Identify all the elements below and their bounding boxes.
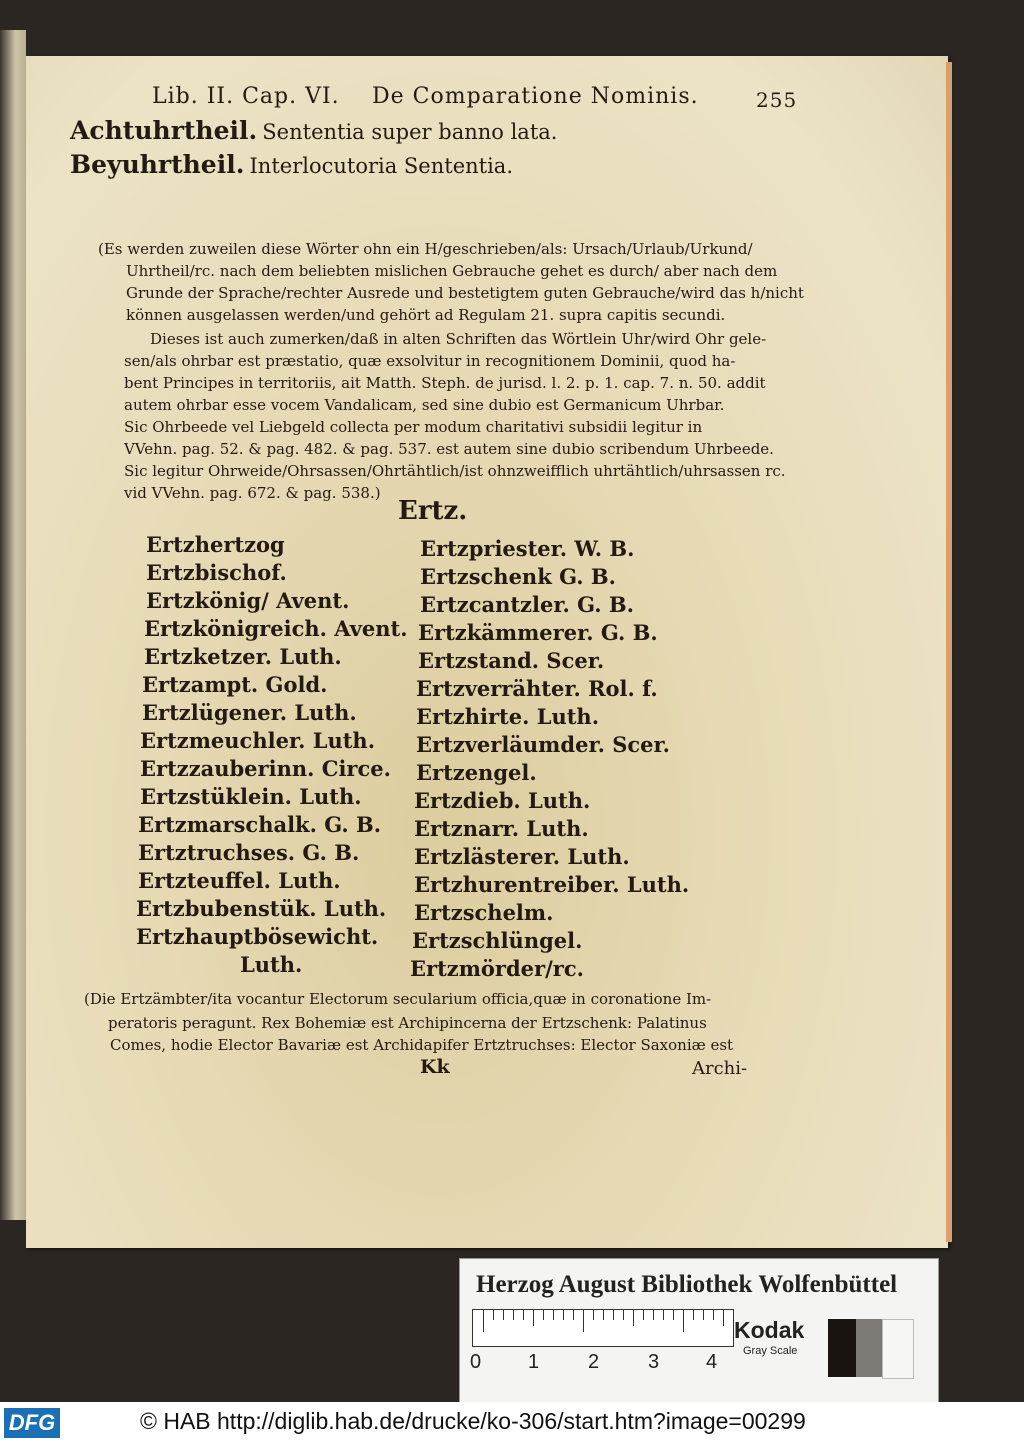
list-item: Ertzcantzler. G. B. — [420, 592, 634, 617]
list-item: Ertzschelm. — [414, 900, 554, 925]
list-item: Ertzschenk G. B. — [420, 564, 616, 589]
list-item: Ertzhauptbösewicht. — [136, 924, 379, 949]
entry-term: Achtuhrtheil. — [70, 116, 258, 145]
scale-number: 2 — [588, 1351, 600, 1373]
text-line: Comes, hodie Elector Bavariæ est Archidapifer Ertztruchses: Elector Saxoniæ est — [110, 1036, 734, 1054]
list-item: Ertzmeuchler. Luth. — [140, 728, 376, 753]
list-item: Luth. — [240, 952, 303, 977]
list-item: Ertzkönig/ Avent. — [146, 588, 350, 613]
list-item: Ertzstüklein. Luth. — [140, 784, 362, 809]
text-line: peratoris peragunt. Rex Bohemiæ est Archipincerna der Ertzschenk: Palatinus — [108, 1014, 707, 1032]
list-item: Ertzhertzog — [146, 532, 285, 557]
list-item: Ertzkämmerer. G. B. — [418, 620, 658, 645]
text-line: Grunde der Sprache/rechter Ausrede und bestetigtem guten Gebrauche/wird das h/nicht — [126, 284, 804, 302]
text-line: vid VVehn. pag. 672. & pag. 538.) — [124, 484, 381, 502]
list-item: Ertzdieb. Luth. — [414, 788, 591, 813]
scale-number: 1 — [528, 1351, 540, 1373]
list-item: Ertzverrähter. Rol. f. — [416, 676, 658, 701]
list-item: Ertzbischof. — [146, 560, 287, 585]
header-chapter: Lib. II. Cap. VI. — [152, 84, 340, 109]
list-item: Ertzpriester. W. B. — [420, 536, 635, 561]
library-label — [459, 1258, 939, 1404]
scale-number: 0 — [470, 1351, 482, 1373]
gray-patch-black — [828, 1319, 856, 1377]
dfg-logo: DFG — [4, 1408, 60, 1438]
entry-definition: Interlocutoria Sententia. — [249, 154, 513, 178]
page-number: 255 — [756, 88, 798, 112]
scale-ruler — [472, 1309, 734, 1347]
list-item: Ertzhurentreiber. Luth. — [414, 872, 690, 897]
scale-number: 4 — [706, 1351, 718, 1373]
list-item: Ertzengel. — [416, 760, 537, 785]
list-item: Ertznarr. Luth. — [414, 816, 589, 841]
page-edge — [946, 62, 952, 1242]
text-line: autem ohrbar esse vocem Vandalicam, sed sine dubio est Germanicum Uhrbar. — [124, 396, 725, 414]
entry-term: Beyuhrtheil. — [70, 150, 245, 179]
text-line: Dieses ist auch zumerken/daß in alten Schriften das Wörtlein Uhr/wird Ohr gele- — [150, 330, 767, 348]
list-item: Ertzlügener. Luth. — [142, 700, 357, 725]
kodak-logo: Kodak — [734, 1317, 805, 1343]
list-item: Ertzampt. Gold. — [142, 672, 328, 697]
list-item: Ertzmarschalk. G. B. — [138, 812, 382, 837]
facing-page-edge — [0, 30, 26, 1220]
list-item: Ertzbubenstük. Luth. — [136, 896, 387, 921]
entry-achtuhrtheil — [70, 116, 557, 145]
gray-patch-mid — [856, 1319, 882, 1377]
library-name: Herzog August Bibliothek Wolfenbüttel — [476, 1271, 898, 1298]
text-line: (Es werden zuweilen diese Wörter ohn ein H/geschrieben/als: Ursach/Urlaub/Urkund/ — [98, 240, 753, 258]
section-title: Ertz. — [398, 496, 468, 526]
list-item: Ertzverläumder. Scer. — [416, 732, 670, 757]
list-item: Ertzstand. Scer. — [418, 648, 605, 673]
gray-patch-white — [882, 1319, 914, 1379]
entry-definition: Sententia super banno lata. — [262, 120, 558, 144]
list-item: Ertzkönigreich. Avent. — [144, 616, 408, 641]
text-line: können ausgelassen werden/und gehört ad Regulam 21. supra capitis secundi. — [126, 306, 726, 324]
text-line: (Die Ertzämbter/ita vocantur Electorum secularium officia,quæ in coronatione Im- — [84, 990, 712, 1008]
text-line: Uhrtheil/rc. nach dem beliebten mislichen Gebrauche gehet es durch/ aber nach dem — [126, 262, 778, 280]
list-item: Ertzteuffel. Luth. — [138, 868, 341, 893]
list-item: Ertzlästerer. Luth. — [414, 844, 630, 869]
text-line: VVehn. pag. 52. & pag. 482. & pag. 537. est autem sine dubio scribendum Uhrbeede. — [124, 440, 774, 458]
catchword: Archi- — [692, 1058, 748, 1079]
list-item: Ertztruchses. G. B. — [138, 840, 360, 865]
text-line: bent Principes in territoriis, ait Matth. Steph. de jurisd. l. 2. p. 1. cap. 7. n. 50. addit — [124, 374, 766, 392]
list-item: Ertzhirte. Luth. — [416, 704, 600, 729]
copyright-url: © HAB http://diglib.hab.de/drucke/ko-306/start.htm?image=00299 — [140, 1408, 806, 1434]
text-line: sen/als ohrbar est præstatio, quæ exsolvitur in recognitionem Dominii, quod ha- — [124, 352, 736, 370]
list-item: Ertzzauberinn. Circe. — [140, 756, 391, 781]
gray-scale-label: Gray Scale — [743, 1345, 798, 1357]
list-item: Ertzmörder/rc. — [410, 956, 584, 981]
list-item: Ertzketzer. Luth. — [144, 644, 342, 669]
header-title: De Comparatione Nominis. — [372, 84, 699, 109]
footer-bar — [0, 1402, 1024, 1442]
signature-mark: Kk — [420, 1056, 450, 1078]
entry-beyuhrtheil — [70, 150, 513, 179]
scale-number: 3 — [648, 1351, 660, 1373]
list-item: Ertzschlüngel. — [412, 928, 583, 953]
text-line: Sic legitur Ohrweide/Ohrsassen/Ohrtähtlich/ist ohnzweifflich uhrtähtlich/uhrsassen rc. — [124, 462, 786, 480]
text-line: Sic Ohrbeede vel Liebgeld collecta per modum charitativi subsidii legitur in — [124, 418, 703, 436]
